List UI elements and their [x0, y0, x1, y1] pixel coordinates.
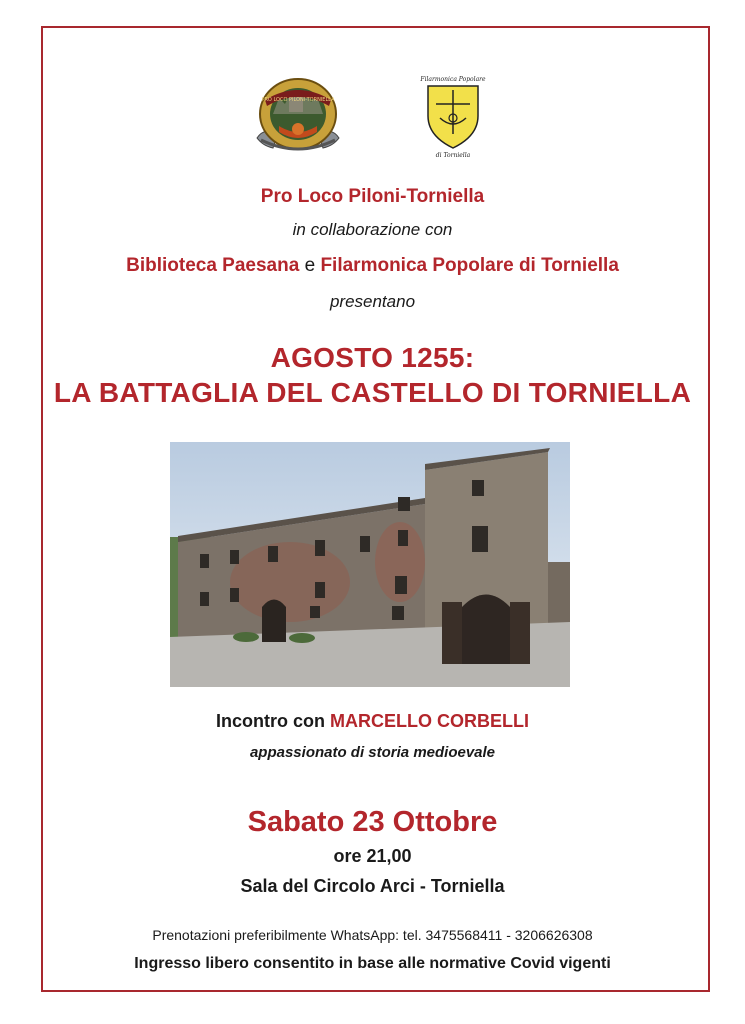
partner-filarmonica: Filarmonica Popolare di Torniella	[320, 255, 619, 276]
speaker-line	[0, 711, 745, 732]
entry-info: Ingresso libero consentito in base alle normative Covid vigenti	[134, 955, 611, 972]
filarmonica-top-text: Filarmonica Popolare	[420, 76, 486, 83]
partner-biblioteca: Biblioteca Paesana	[126, 255, 300, 276]
booking-info: Prenotazioni preferibilmente WhatsApp: tel. 3475568411 - 3206626308	[152, 927, 593, 943]
organizer-name: Pro Loco Piloni-Torniella	[260, 186, 485, 207]
event-date: Sabato 23 Ottobre	[247, 806, 498, 838]
event-venue: Sala del Circolo Arci - Torniella	[240, 876, 505, 896]
present-label: presentano	[329, 292, 416, 311]
filarmonica-logo	[416, 70, 490, 160]
event-title-line1: AGOSTO 1255:	[270, 342, 475, 373]
pro-loco-ring-text: PRO LOCO PILONI-TORNIELLA	[261, 97, 335, 103]
speaker-role: appassionato di storia medioevale	[249, 744, 496, 761]
pro-loco-logo	[251, 74, 345, 154]
collaboration-intro: in collaborazione con	[292, 220, 453, 239]
castle-photo	[170, 442, 570, 687]
partner-conjunction: e	[304, 255, 316, 276]
event-title-line2: LA BATTAGLIA DEL CASTELLO DI TORNIELLA	[53, 377, 692, 408]
partners-line	[0, 255, 745, 277]
event-time: ore 21,00	[333, 846, 412, 866]
filarmonica-bottom-text: di Torniella	[435, 152, 471, 159]
speaker-name: MARCELLO CORBELLI	[330, 711, 529, 731]
event-title	[0, 340, 745, 410]
speaker-intro: Incontro con	[216, 711, 325, 731]
